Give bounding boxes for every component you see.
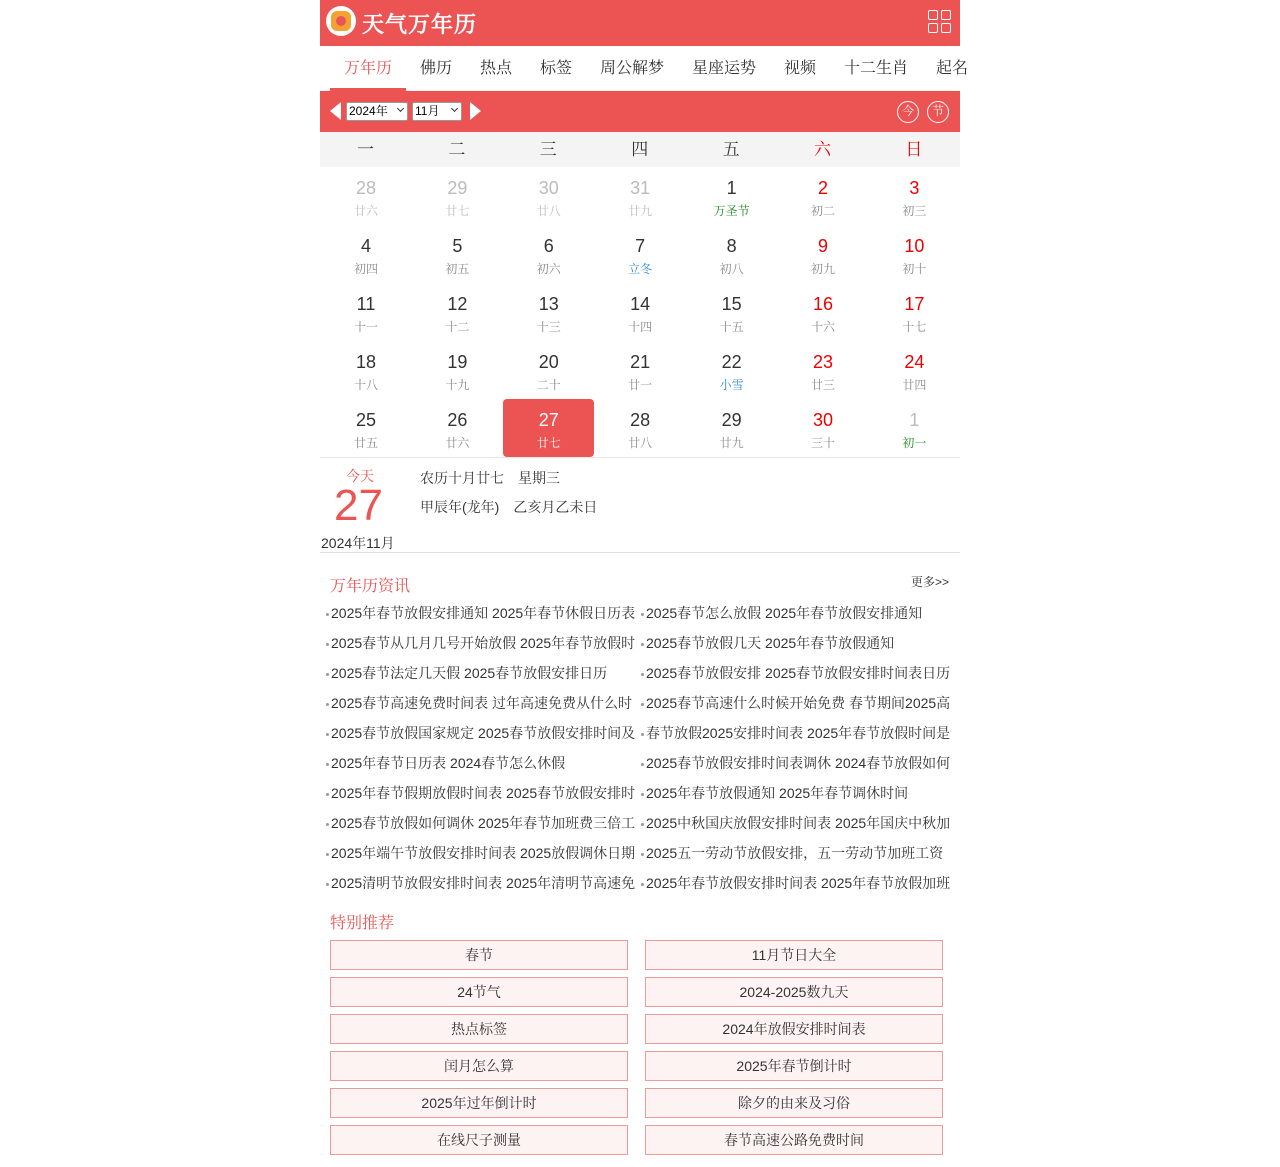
lunar-label: 十三 bbox=[536, 320, 561, 334]
weekday-header bbox=[320, 132, 960, 167]
calendar-logo-icon[interactable] bbox=[326, 6, 356, 36]
day-number: 21 bbox=[630, 352, 651, 372]
day-cell[interactable] bbox=[503, 341, 594, 399]
day-cell[interactable] bbox=[595, 167, 686, 225]
tab-8[interactable]: 起名 bbox=[936, 60, 969, 77]
day-cell[interactable] bbox=[778, 225, 869, 283]
day-number: 30 bbox=[812, 410, 834, 430]
news-item[interactable] bbox=[641, 808, 956, 838]
day-number: 3 bbox=[909, 178, 920, 198]
tab-3[interactable]: 标签 bbox=[540, 60, 573, 77]
news-item-text: 2025春节放假国家规定 2025春节放假安排时间及 bbox=[331, 725, 636, 741]
day-number: 20 bbox=[538, 352, 559, 372]
news-item[interactable] bbox=[641, 718, 956, 748]
day-number: 31 bbox=[630, 178, 651, 198]
recommend-button[interactable]: 春节 bbox=[330, 940, 628, 970]
lunar-label: 初十 bbox=[902, 262, 927, 276]
news-item[interactable] bbox=[326, 838, 641, 868]
next-month-icon[interactable] bbox=[470, 102, 481, 120]
news-item-text: 2025中秋国庆放假安排时间表 2025年国庆中秋加 bbox=[646, 815, 951, 831]
day-number: 10 bbox=[904, 236, 925, 256]
recommend-button[interactable]: 热点标签 bbox=[330, 1014, 628, 1044]
day-cell[interactable] bbox=[412, 399, 503, 457]
weekday-label: 日 bbox=[905, 140, 923, 159]
app-title[interactable]: 天气万年历 bbox=[362, 12, 478, 37]
day-number: 25 bbox=[355, 410, 377, 430]
news-item[interactable] bbox=[326, 718, 641, 748]
day-number: 15 bbox=[721, 294, 742, 314]
category-nav bbox=[320, 46, 969, 91]
grid-menu-icon[interactable] bbox=[928, 10, 952, 34]
lunar-label: 初八 bbox=[719, 262, 744, 276]
bullet-icon bbox=[641, 733, 644, 736]
lunar-label: 十九 bbox=[445, 378, 470, 392]
day-cell[interactable] bbox=[595, 225, 686, 283]
bullet-icon bbox=[326, 883, 329, 886]
news-item-text: 2025年春节假期放假时间表 2025春节放假安排时 bbox=[331, 785, 636, 801]
bullet-icon bbox=[326, 823, 329, 826]
day-number: 4 bbox=[360, 236, 371, 256]
month-select[interactable] bbox=[412, 102, 462, 121]
news-item-text: 2025年春节放假安排通知 2025年春节休假日历表 bbox=[331, 605, 636, 621]
news-more-link[interactable]: 更多>> bbox=[911, 575, 950, 589]
bullet-icon bbox=[641, 643, 644, 646]
bullet-icon bbox=[326, 733, 329, 736]
weekday-label: 三 bbox=[539, 140, 557, 159]
day-cell[interactable] bbox=[321, 167, 412, 225]
day-number: 6 bbox=[543, 236, 554, 256]
lunar-label: 十六 bbox=[810, 320, 835, 334]
recommend-button[interactable]: 春节高速公路免费时间 bbox=[645, 1125, 943, 1155]
recommend-button[interactable]: 2025年过年倒计时 bbox=[330, 1088, 628, 1118]
tab-1[interactable]: 佛历 bbox=[420, 60, 453, 77]
news-item-text: 2025春节放假几天 2025年春节放假通知 bbox=[646, 635, 895, 651]
news-item[interactable] bbox=[641, 748, 956, 778]
day-cell[interactable] bbox=[503, 225, 594, 283]
bullet-icon bbox=[641, 763, 644, 766]
news-item[interactable] bbox=[326, 628, 641, 658]
day-cell[interactable] bbox=[869, 167, 960, 225]
day-cell[interactable] bbox=[869, 341, 960, 399]
year-select-value: 2024年 bbox=[349, 104, 388, 118]
top-bar bbox=[320, 0, 960, 46]
selected-day-number: 27 bbox=[334, 481, 383, 530]
day-cell[interactable] bbox=[503, 283, 594, 341]
bullet-icon bbox=[326, 703, 329, 706]
bullet-icon bbox=[641, 853, 644, 856]
day-cell[interactable] bbox=[686, 341, 777, 399]
lunar-label: 廿九 bbox=[628, 204, 653, 218]
bullet-icon bbox=[641, 823, 644, 826]
day-number: 2 bbox=[817, 178, 828, 198]
news-item[interactable] bbox=[326, 808, 641, 838]
news-item-text: 2025清明节放假安排时间表 2025年清明节高速免 bbox=[331, 875, 636, 891]
lunar-label: 十五 bbox=[719, 320, 744, 334]
recommend-button[interactable]: 2024-2025数九天 bbox=[645, 977, 943, 1007]
bullet-icon bbox=[326, 853, 329, 856]
bullet-icon bbox=[326, 613, 329, 616]
app-root bbox=[320, 0, 969, 1167]
lunar-label: 廿七 bbox=[445, 204, 470, 218]
news-item[interactable] bbox=[641, 598, 956, 628]
news-item[interactable] bbox=[641, 658, 956, 688]
lunar-label: 十八 bbox=[353, 378, 378, 392]
day-number: 30 bbox=[538, 178, 559, 198]
day-cell[interactable] bbox=[686, 167, 777, 225]
lunar-label: 二十 bbox=[536, 378, 561, 392]
news-item-text: 2025春节放假如何调休 2025年春节加班费三倍工 bbox=[331, 815, 636, 831]
tab-7[interactable]: 十二生肖 bbox=[844, 60, 909, 77]
news-item[interactable] bbox=[326, 748, 641, 778]
day-number: 7 bbox=[635, 236, 646, 256]
day-cell[interactable] bbox=[595, 399, 686, 457]
day-number: 11 bbox=[356, 294, 376, 314]
news-item-text: 2025春节高速免费时间表 过年高速免费从什么时 bbox=[331, 695, 633, 711]
lunar-label: 十二 bbox=[445, 320, 470, 334]
day-cell[interactable] bbox=[686, 399, 777, 457]
tab-5[interactable]: 星座运势 bbox=[692, 60, 757, 77]
day-number: 28 bbox=[630, 410, 651, 430]
lunar-label: 廿四 bbox=[902, 378, 927, 392]
news-item-text: 2025春节法定几天假 2025春节放假安排日历 bbox=[331, 665, 608, 681]
day-cell[interactable] bbox=[321, 399, 412, 457]
lunar-label: 廿八 bbox=[628, 436, 653, 450]
day-number: 1 bbox=[726, 178, 737, 198]
day-number: 26 bbox=[447, 410, 468, 430]
day-cell[interactable] bbox=[869, 225, 960, 283]
news-item-text: 2025春节从几月几号开始放假 2025年春节放假时 bbox=[331, 635, 636, 651]
day-cell[interactable] bbox=[686, 225, 777, 283]
weekday-label: 二 bbox=[448, 140, 466, 159]
day-cell[interactable] bbox=[412, 341, 503, 399]
day-number: 9 bbox=[817, 236, 828, 256]
calendar-controls bbox=[320, 91, 960, 132]
news-item-text: 2025春节放假安排时间表调休 2024春节放假如何 bbox=[646, 755, 951, 771]
day-number: 19 bbox=[447, 352, 468, 372]
day-cell[interactable] bbox=[686, 283, 777, 341]
news-item-text: 2025春节高速什么时候开始免费 春节期间2025高 bbox=[646, 695, 951, 711]
lunar-label: 初四 bbox=[353, 262, 378, 276]
day-cell[interactable] bbox=[595, 341, 686, 399]
weekday-label: 六 bbox=[814, 140, 831, 159]
news-item-text: 2025春节放假安排 2025春节放假安排时间表日历 bbox=[646, 665, 951, 681]
day-number: 5 bbox=[452, 236, 463, 256]
news-item[interactable] bbox=[641, 628, 956, 658]
news-item-text: 2025春节怎么放假 2025年春节放假安排通知 bbox=[646, 605, 923, 621]
lunar-label: 廿五 bbox=[353, 436, 378, 450]
recommend-section-title: 特别推荐 bbox=[330, 915, 395, 932]
recommend-button[interactable]: 11月节日大全 bbox=[645, 940, 943, 970]
weekday-label: 一 bbox=[357, 140, 374, 159]
day-cell[interactable] bbox=[869, 399, 960, 457]
day-cell[interactable] bbox=[412, 225, 503, 283]
day-number: 1 bbox=[909, 410, 920, 430]
lunar-label: 十一 bbox=[353, 320, 378, 334]
bullet-icon bbox=[641, 883, 644, 886]
day-cell[interactable] bbox=[321, 225, 412, 283]
lunar-label: 廿八 bbox=[536, 204, 561, 218]
news-item[interactable] bbox=[326, 598, 641, 628]
recommend-button[interactable]: 除夕的由来及习俗 bbox=[645, 1088, 943, 1118]
selected-day-detail bbox=[320, 458, 960, 553]
day-cell[interactable] bbox=[778, 167, 869, 225]
lunar-label: 廿九 bbox=[719, 436, 744, 450]
lunar-label: 立冬 bbox=[628, 262, 653, 276]
news-item-text: 春节放假2025安排时间表 2025年春节放假时间是 bbox=[646, 725, 951, 741]
day-number: 24 bbox=[904, 352, 925, 372]
tab-6[interactable]: 视频 bbox=[784, 60, 817, 77]
news-item-text: 2025年端午节放假安排时间表 2025放假调休日期 bbox=[331, 845, 636, 861]
lunar-label: 初五 bbox=[445, 262, 470, 276]
bullet-icon bbox=[641, 613, 644, 616]
lunar-label: 三十 bbox=[810, 436, 835, 450]
lunar-label: 十四 bbox=[628, 320, 653, 334]
day-cell[interactable] bbox=[778, 341, 869, 399]
day-number: 13 bbox=[538, 294, 559, 314]
news-item[interactable] bbox=[641, 688, 956, 718]
recommend-button[interactable]: 在线尺子测量 bbox=[330, 1125, 628, 1155]
day-cell[interactable] bbox=[595, 283, 686, 341]
chevron-down-icon bbox=[451, 105, 458, 112]
lunar-label: 廿六 bbox=[445, 436, 470, 450]
day-cell[interactable] bbox=[503, 167, 594, 225]
day-cell[interactable] bbox=[321, 283, 412, 341]
day-cell[interactable] bbox=[412, 167, 503, 225]
day-number: 29 bbox=[447, 178, 468, 198]
recommend-button[interactable]: 闰月怎么算 bbox=[330, 1051, 628, 1081]
day-number: 18 bbox=[355, 352, 377, 372]
news-item[interactable] bbox=[641, 838, 956, 868]
day-cell[interactable] bbox=[778, 283, 869, 341]
news-item[interactable] bbox=[326, 688, 641, 718]
lunar-label: 廿一 bbox=[628, 378, 653, 392]
lunar-label: 廿三 bbox=[810, 378, 835, 392]
day-number: 29 bbox=[721, 410, 742, 430]
news-item[interactable] bbox=[326, 778, 641, 808]
news-section-title: 万年历资讯 bbox=[330, 578, 411, 595]
bullet-icon bbox=[641, 793, 644, 796]
chevron-down-icon bbox=[397, 105, 404, 112]
lunar-label: 初九 bbox=[810, 262, 835, 276]
festival-button[interactable]: 节 bbox=[927, 101, 949, 123]
bullet-icon bbox=[641, 673, 644, 676]
bullet-icon bbox=[326, 763, 329, 766]
day-number: 14 bbox=[630, 294, 651, 314]
day-number: 23 bbox=[812, 352, 834, 372]
day-cell[interactable] bbox=[869, 283, 960, 341]
year-select[interactable] bbox=[346, 102, 408, 121]
today-button[interactable]: 今 bbox=[897, 101, 919, 123]
recommend-button[interactable]: 2024年放假安排时间表 bbox=[645, 1014, 943, 1044]
day-number: 27 bbox=[538, 410, 559, 430]
prev-month-icon[interactable] bbox=[330, 102, 341, 120]
day-number: 28 bbox=[355, 178, 377, 198]
calendar-grid bbox=[320, 167, 960, 458]
lunar-label: 初二 bbox=[810, 204, 835, 218]
lunar-label: 初六 bbox=[536, 262, 561, 276]
day-number: 8 bbox=[726, 236, 737, 256]
news-item-text: 2025年春节放假安排时间表 2025年春节放假加班 bbox=[646, 875, 951, 891]
bullet-icon bbox=[326, 793, 329, 796]
lunar-label: 廿七 bbox=[536, 436, 561, 450]
news-item-text: 2025年春节放假通知 2025年春节调休时间 bbox=[646, 785, 909, 801]
day-number: 12 bbox=[447, 294, 468, 314]
bullet-icon bbox=[641, 703, 644, 706]
day-cell[interactable] bbox=[412, 283, 503, 341]
ganzhi-line: 甲辰年(龙年) 乙亥月乙未日 bbox=[420, 499, 598, 515]
weekday-label: 四 bbox=[631, 140, 649, 159]
news-item[interactable] bbox=[641, 778, 956, 808]
news-item-text: 2025五一劳动节放假安排，五一劳动节加班工资 bbox=[646, 845, 944, 861]
bullet-icon bbox=[326, 673, 329, 676]
lunar-label: 初一 bbox=[902, 436, 927, 450]
lunar-label: 初三 bbox=[902, 204, 927, 218]
day-number: 17 bbox=[904, 294, 925, 314]
selected-year-month: 2024年11月 bbox=[321, 535, 395, 551]
lunar-label: 小雪 bbox=[719, 378, 744, 392]
today-label: 今天 bbox=[346, 468, 374, 484]
news-item[interactable] bbox=[326, 658, 641, 688]
day-cell[interactable] bbox=[778, 399, 869, 457]
lunar-label: 十七 bbox=[902, 320, 927, 334]
tab-2[interactable]: 热点 bbox=[480, 60, 513, 77]
day-cell[interactable] bbox=[321, 341, 412, 399]
bullet-icon bbox=[326, 643, 329, 646]
tab-0[interactable]: 万年历 bbox=[344, 60, 393, 77]
day-number: 16 bbox=[812, 294, 834, 314]
day-number: 22 bbox=[721, 352, 742, 372]
lunar-label: 廿六 bbox=[353, 204, 378, 218]
lunar-label: 万圣节 bbox=[713, 204, 750, 218]
tab-4[interactable]: 周公解梦 bbox=[600, 60, 665, 77]
recommend-button[interactable]: 24节气 bbox=[330, 977, 628, 1007]
news-item-text: 2025年春节日历表 2024春节怎么休假 bbox=[331, 755, 566, 771]
recommend-button[interactable]: 2025年春节倒计时 bbox=[645, 1051, 943, 1081]
month-select-value: 11月 bbox=[415, 104, 440, 118]
news-item[interactable] bbox=[326, 868, 641, 898]
weekday-label: 五 bbox=[722, 140, 740, 159]
lunar-date-line: 农历十月廿七 星期三 bbox=[420, 470, 560, 486]
day-cell-today[interactable] bbox=[503, 399, 594, 457]
news-item[interactable] bbox=[641, 868, 956, 898]
